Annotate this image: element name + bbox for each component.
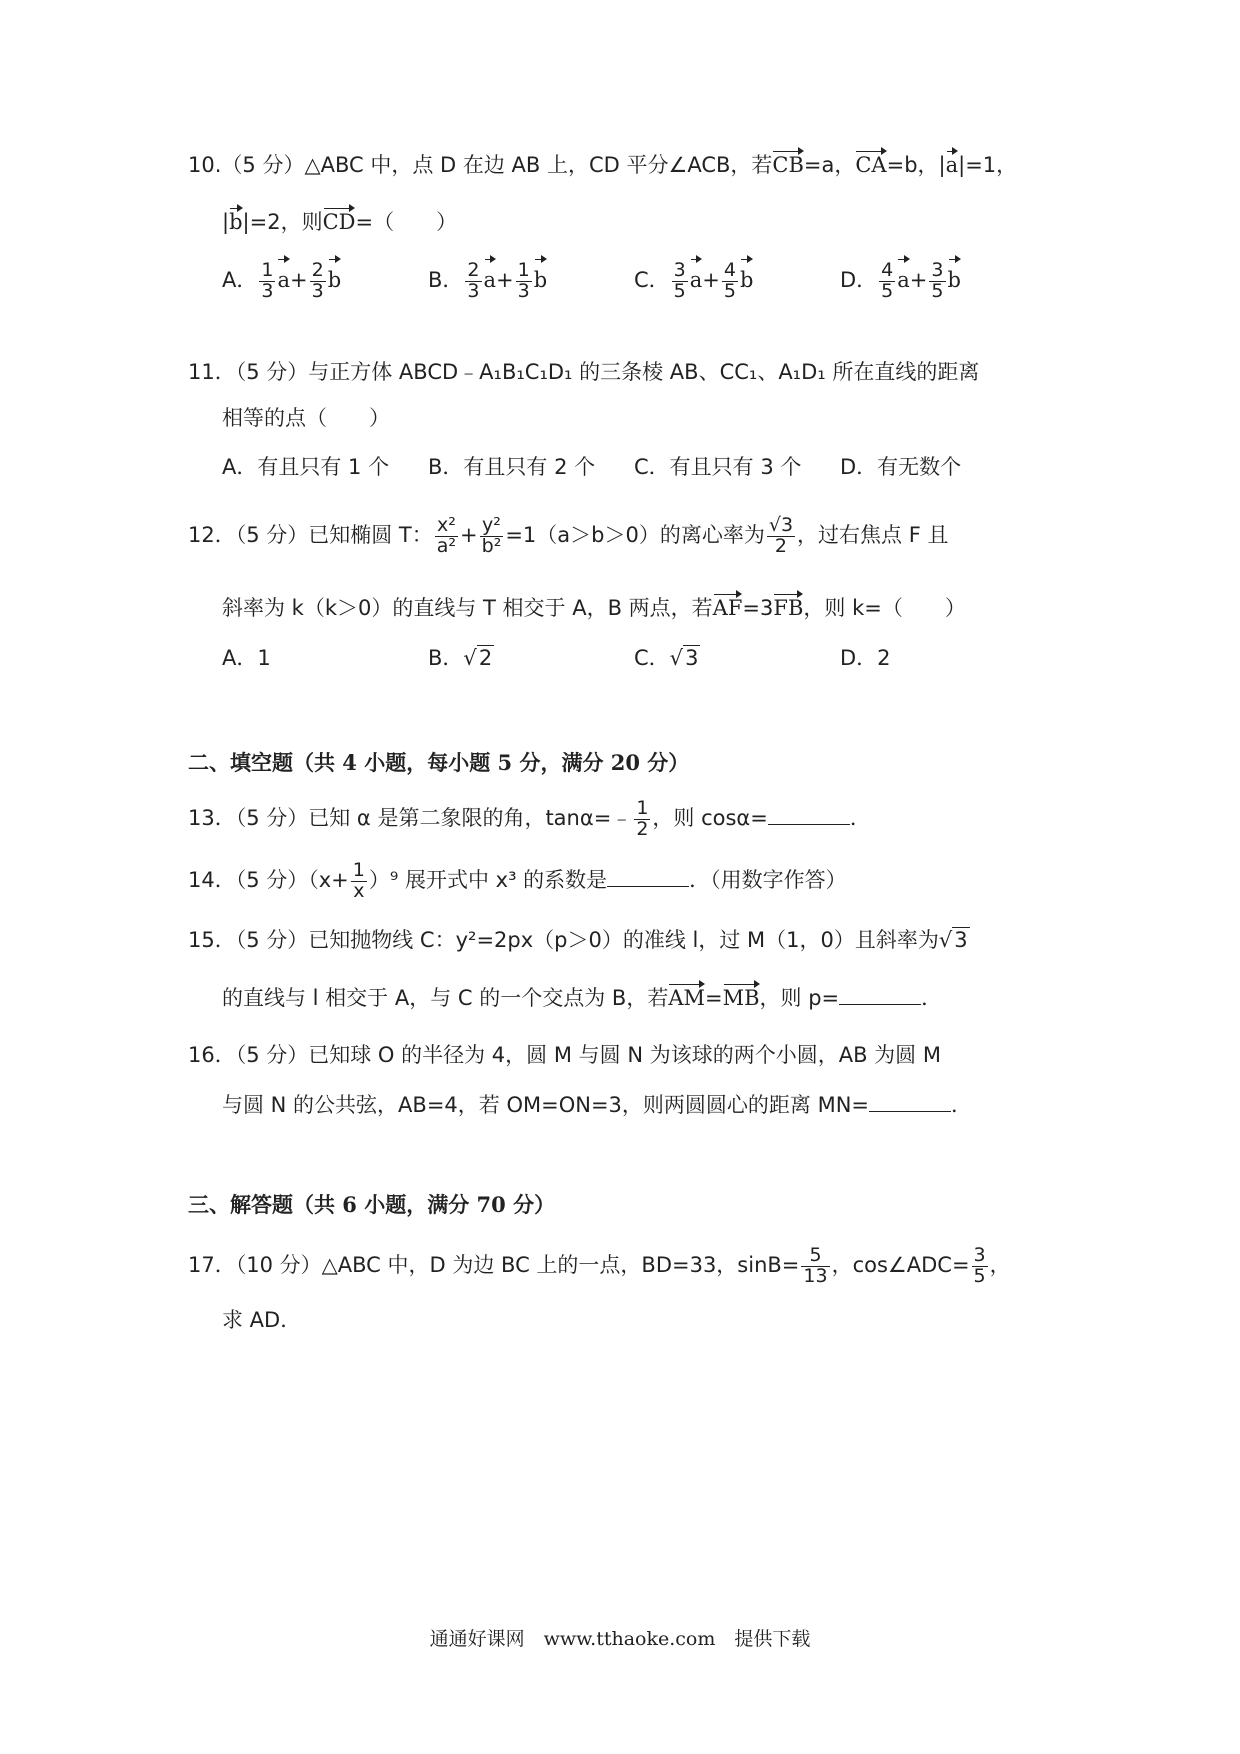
q11-line2: 相等的点（ ） xyxy=(222,406,390,430)
sqrt-symbol: √3 xyxy=(669,646,699,670)
q15-line1 xyxy=(188,925,970,955)
fraction xyxy=(672,258,688,302)
vector-a: a xyxy=(690,258,703,302)
option-label: D． xyxy=(840,268,878,292)
q11-options xyxy=(222,452,1046,482)
vector-ca: CA xyxy=(855,150,886,180)
option-value: 1 xyxy=(257,646,271,670)
q16-text: 与圆 N 的公共弦，AB=4，若 OM=ON=3，则两圆圆心的距离 MN= xyxy=(222,1093,869,1117)
option-label: A． xyxy=(222,646,258,670)
numerator: 5 xyxy=(801,1246,829,1267)
plus-sign: + xyxy=(290,268,308,292)
q10-eq-a: =a， xyxy=(803,153,856,177)
numerator: 1 xyxy=(352,858,365,881)
q17-end: ， xyxy=(989,1253,1011,1277)
option-label: D． xyxy=(840,646,878,670)
answer-blank[interactable] xyxy=(869,1091,951,1112)
q15-line2-post: ，则 p= xyxy=(759,986,840,1010)
q12-line2 xyxy=(222,593,966,623)
page-footer: 通通好课网 www.tthaoke.com 提供下载 xyxy=(429,1628,811,1650)
q15-end: ． xyxy=(921,986,943,1010)
vector-b: b xyxy=(948,258,961,302)
denominator: 2 xyxy=(636,817,649,840)
q10-text: △ABC 中，点 D 在边 AB 上，CD 平分∠ACB，若 xyxy=(304,153,773,177)
q14-text-pre: 14．（5 分）（x+ xyxy=(188,868,349,892)
denominator: 5 xyxy=(881,279,894,302)
sqrt-symbol: √3 xyxy=(938,928,968,952)
fraction-eccentricity xyxy=(767,513,795,557)
fraction xyxy=(879,258,895,302)
plus-sign: + xyxy=(909,268,928,292)
q11-option-d[interactable]: D．有无数个 xyxy=(840,455,962,479)
sqrt-symbol: √2 xyxy=(463,646,493,670)
denominator: 5 xyxy=(931,279,944,302)
section-heading-solution: 三、解答题（共 6 小题，满分 70 分） xyxy=(188,1192,556,1217)
q16-line1: 16．（5 分）已知球 O 的半径为 4，圆 M 与圆 N 为该球的两个小圆，AB 为圆 M xyxy=(188,1043,941,1067)
q12-option-b[interactable] xyxy=(428,643,634,673)
vector-cd: CD xyxy=(323,207,356,237)
answer-blank[interactable] xyxy=(839,984,921,1005)
equals-sign: = xyxy=(705,986,723,1010)
denominator: 5 xyxy=(973,1264,986,1287)
numerator: 3 xyxy=(973,1243,986,1266)
vector-a: a xyxy=(946,150,959,180)
vector-fb: FB xyxy=(773,593,803,623)
q16-line2 xyxy=(222,1090,972,1120)
q12-options xyxy=(222,643,1046,673)
q10-option-b[interactable] xyxy=(428,258,634,302)
denominator: 5 xyxy=(723,279,736,302)
q12-option-d[interactable] xyxy=(840,643,1046,673)
denominator: 3 xyxy=(517,279,530,302)
q10-options xyxy=(222,258,1046,302)
fraction xyxy=(516,258,532,302)
radicand: 3 xyxy=(954,928,968,952)
denominator: 13 xyxy=(803,1264,828,1287)
q13-text-pre: 13．（5 分）已知 α 是第二象限的角，tanα=﹣ xyxy=(188,806,633,830)
q12-line2-end: ，则 k=（ ） xyxy=(803,596,966,620)
numerator: 1 xyxy=(261,258,274,281)
vector-b: b xyxy=(328,258,341,302)
numerator: 1 xyxy=(636,796,649,819)
q10-eq-b: =b，| xyxy=(886,153,946,177)
q11-option-c[interactable]: C．有且只有 3 个 xyxy=(634,455,802,479)
q15-line2-pre: 的直线与 l 相交于 A，与 C 的一个交点为 B，若 xyxy=(222,986,669,1010)
numerator: 4 xyxy=(881,258,894,281)
q10-abs-open: | xyxy=(222,210,230,234)
q17-text-pre: 17．（10 分）△ABC 中，D 为边 BC 上的一点，BD=33，sinB= xyxy=(188,1253,800,1277)
option-value: 2 xyxy=(877,646,891,670)
radicand: 2 xyxy=(478,646,493,670)
denominator: 5 xyxy=(673,279,686,302)
section-heading-fill-in: 二、填空题（共 4 小题，每小题 5 分，满分 20 分） xyxy=(188,750,690,775)
vector-a: a xyxy=(897,258,910,302)
q13 xyxy=(188,793,871,843)
numerator: x² xyxy=(435,516,458,537)
answer-blank[interactable] xyxy=(607,866,689,887)
vector-cb: CB xyxy=(772,150,804,180)
q12-eq3: =3 xyxy=(742,596,774,620)
q10-line2-mid: |=2，则 xyxy=(242,210,323,234)
fraction xyxy=(929,258,945,302)
q14 xyxy=(188,855,847,905)
q11-line1: 11．（5 分）与正方体 ABCD﹣A₁B₁C₁D₁ 的三条棱 AB、CC₁、A₁D₁ 所在直线的距离 xyxy=(188,360,980,384)
vector-mb: MB xyxy=(723,983,760,1013)
q10-line1 xyxy=(188,150,1017,180)
q16-end: ． xyxy=(951,1093,972,1117)
q10-line2-end: =（ ） xyxy=(355,210,458,234)
q15-text: 15．（5 分）已知抛物线 C：y²=2px（p＞0）的准线 l，过 M（1，0）且斜率为 xyxy=(188,928,939,952)
fraction-sinb xyxy=(801,1243,829,1287)
option-label: C． xyxy=(634,268,670,292)
vector-b: b xyxy=(534,258,547,302)
q14-text-post: ）⁹ 展开式中 x³ 的系数是 xyxy=(368,868,608,892)
denominator: 3 xyxy=(467,279,480,302)
numerator: 2 xyxy=(311,258,324,281)
q12-option-c[interactable] xyxy=(634,643,840,673)
numerator: 3 xyxy=(673,258,686,281)
radicand: 3 xyxy=(685,646,699,670)
q12-text-mid: =1（a＞b＞0）的离心率为 xyxy=(505,523,765,547)
numerator: 4 xyxy=(723,258,736,281)
denominator: 2 xyxy=(774,534,787,557)
q17-text-mid: ，cos∠ADC= xyxy=(831,1253,970,1277)
fraction xyxy=(351,858,367,902)
numerator: 2 xyxy=(467,258,480,281)
q10-option-a[interactable] xyxy=(222,258,428,302)
plus-sign: + xyxy=(460,523,478,547)
q13-text-post: ，则 cosα= xyxy=(652,806,768,830)
q12-line2-pre: 斜率为 k（k＞0）的直线与 T 相交于 A，B 两点，若 xyxy=(222,596,713,620)
plus-sign: + xyxy=(496,268,514,292)
vector-af: AF xyxy=(713,593,743,623)
q15-line2 xyxy=(222,983,942,1013)
q12-option-a[interactable] xyxy=(222,643,428,673)
option-label: C． xyxy=(634,646,670,670)
denominator: x xyxy=(353,879,365,902)
fraction-cosadc xyxy=(972,1243,988,1287)
numerator: y² xyxy=(480,516,504,537)
q12-text-pre: 12．（5 分）已知椭圆 T： xyxy=(188,523,433,547)
fraction xyxy=(634,796,650,840)
fraction-x xyxy=(435,513,458,557)
q14-end: ．（用数字作答） xyxy=(689,868,847,892)
fraction xyxy=(465,258,481,302)
q10-number: 10. xyxy=(188,153,222,177)
option-label: A． xyxy=(222,268,258,292)
vector-b: b xyxy=(740,258,753,302)
option-label: B． xyxy=(428,646,464,670)
denominator: a² xyxy=(436,534,457,557)
plus-sign: + xyxy=(702,268,720,292)
q10-score: （5 分） xyxy=(221,153,305,177)
q17-line2: 求 AD． xyxy=(222,1308,302,1332)
q11-option-a[interactable]: A．有且只有 1 个 xyxy=(222,455,390,479)
vector-b: b xyxy=(229,207,242,237)
numerator: √3 xyxy=(768,513,794,536)
vector-a: a xyxy=(484,258,497,302)
q10-option-c[interactable] xyxy=(634,258,840,302)
option-label: B． xyxy=(428,268,464,292)
vector-am: AM xyxy=(668,983,705,1013)
fraction xyxy=(722,258,738,302)
numerator: 3 xyxy=(931,258,944,281)
answer-blank[interactable] xyxy=(768,804,850,825)
q12-line1 xyxy=(188,510,948,560)
q17-line1 xyxy=(188,1240,1011,1290)
q10-line2 xyxy=(222,207,457,237)
fraction xyxy=(259,258,275,302)
q11-option-b[interactable]: B．有且只有 2 个 xyxy=(428,455,596,479)
q10-option-d[interactable] xyxy=(840,258,1046,302)
fraction-y xyxy=(480,513,504,557)
q13-end: ． xyxy=(849,806,871,830)
q10-eq-1: |=1， xyxy=(958,153,1018,177)
denominator: 3 xyxy=(261,279,274,302)
fraction xyxy=(310,258,326,302)
q12-text-end: ，过右焦点 F 且 xyxy=(797,523,949,547)
numerator: 1 xyxy=(517,258,530,281)
denominator: b² xyxy=(481,534,502,557)
vector-a: a xyxy=(277,258,290,302)
denominator: 3 xyxy=(311,279,324,302)
